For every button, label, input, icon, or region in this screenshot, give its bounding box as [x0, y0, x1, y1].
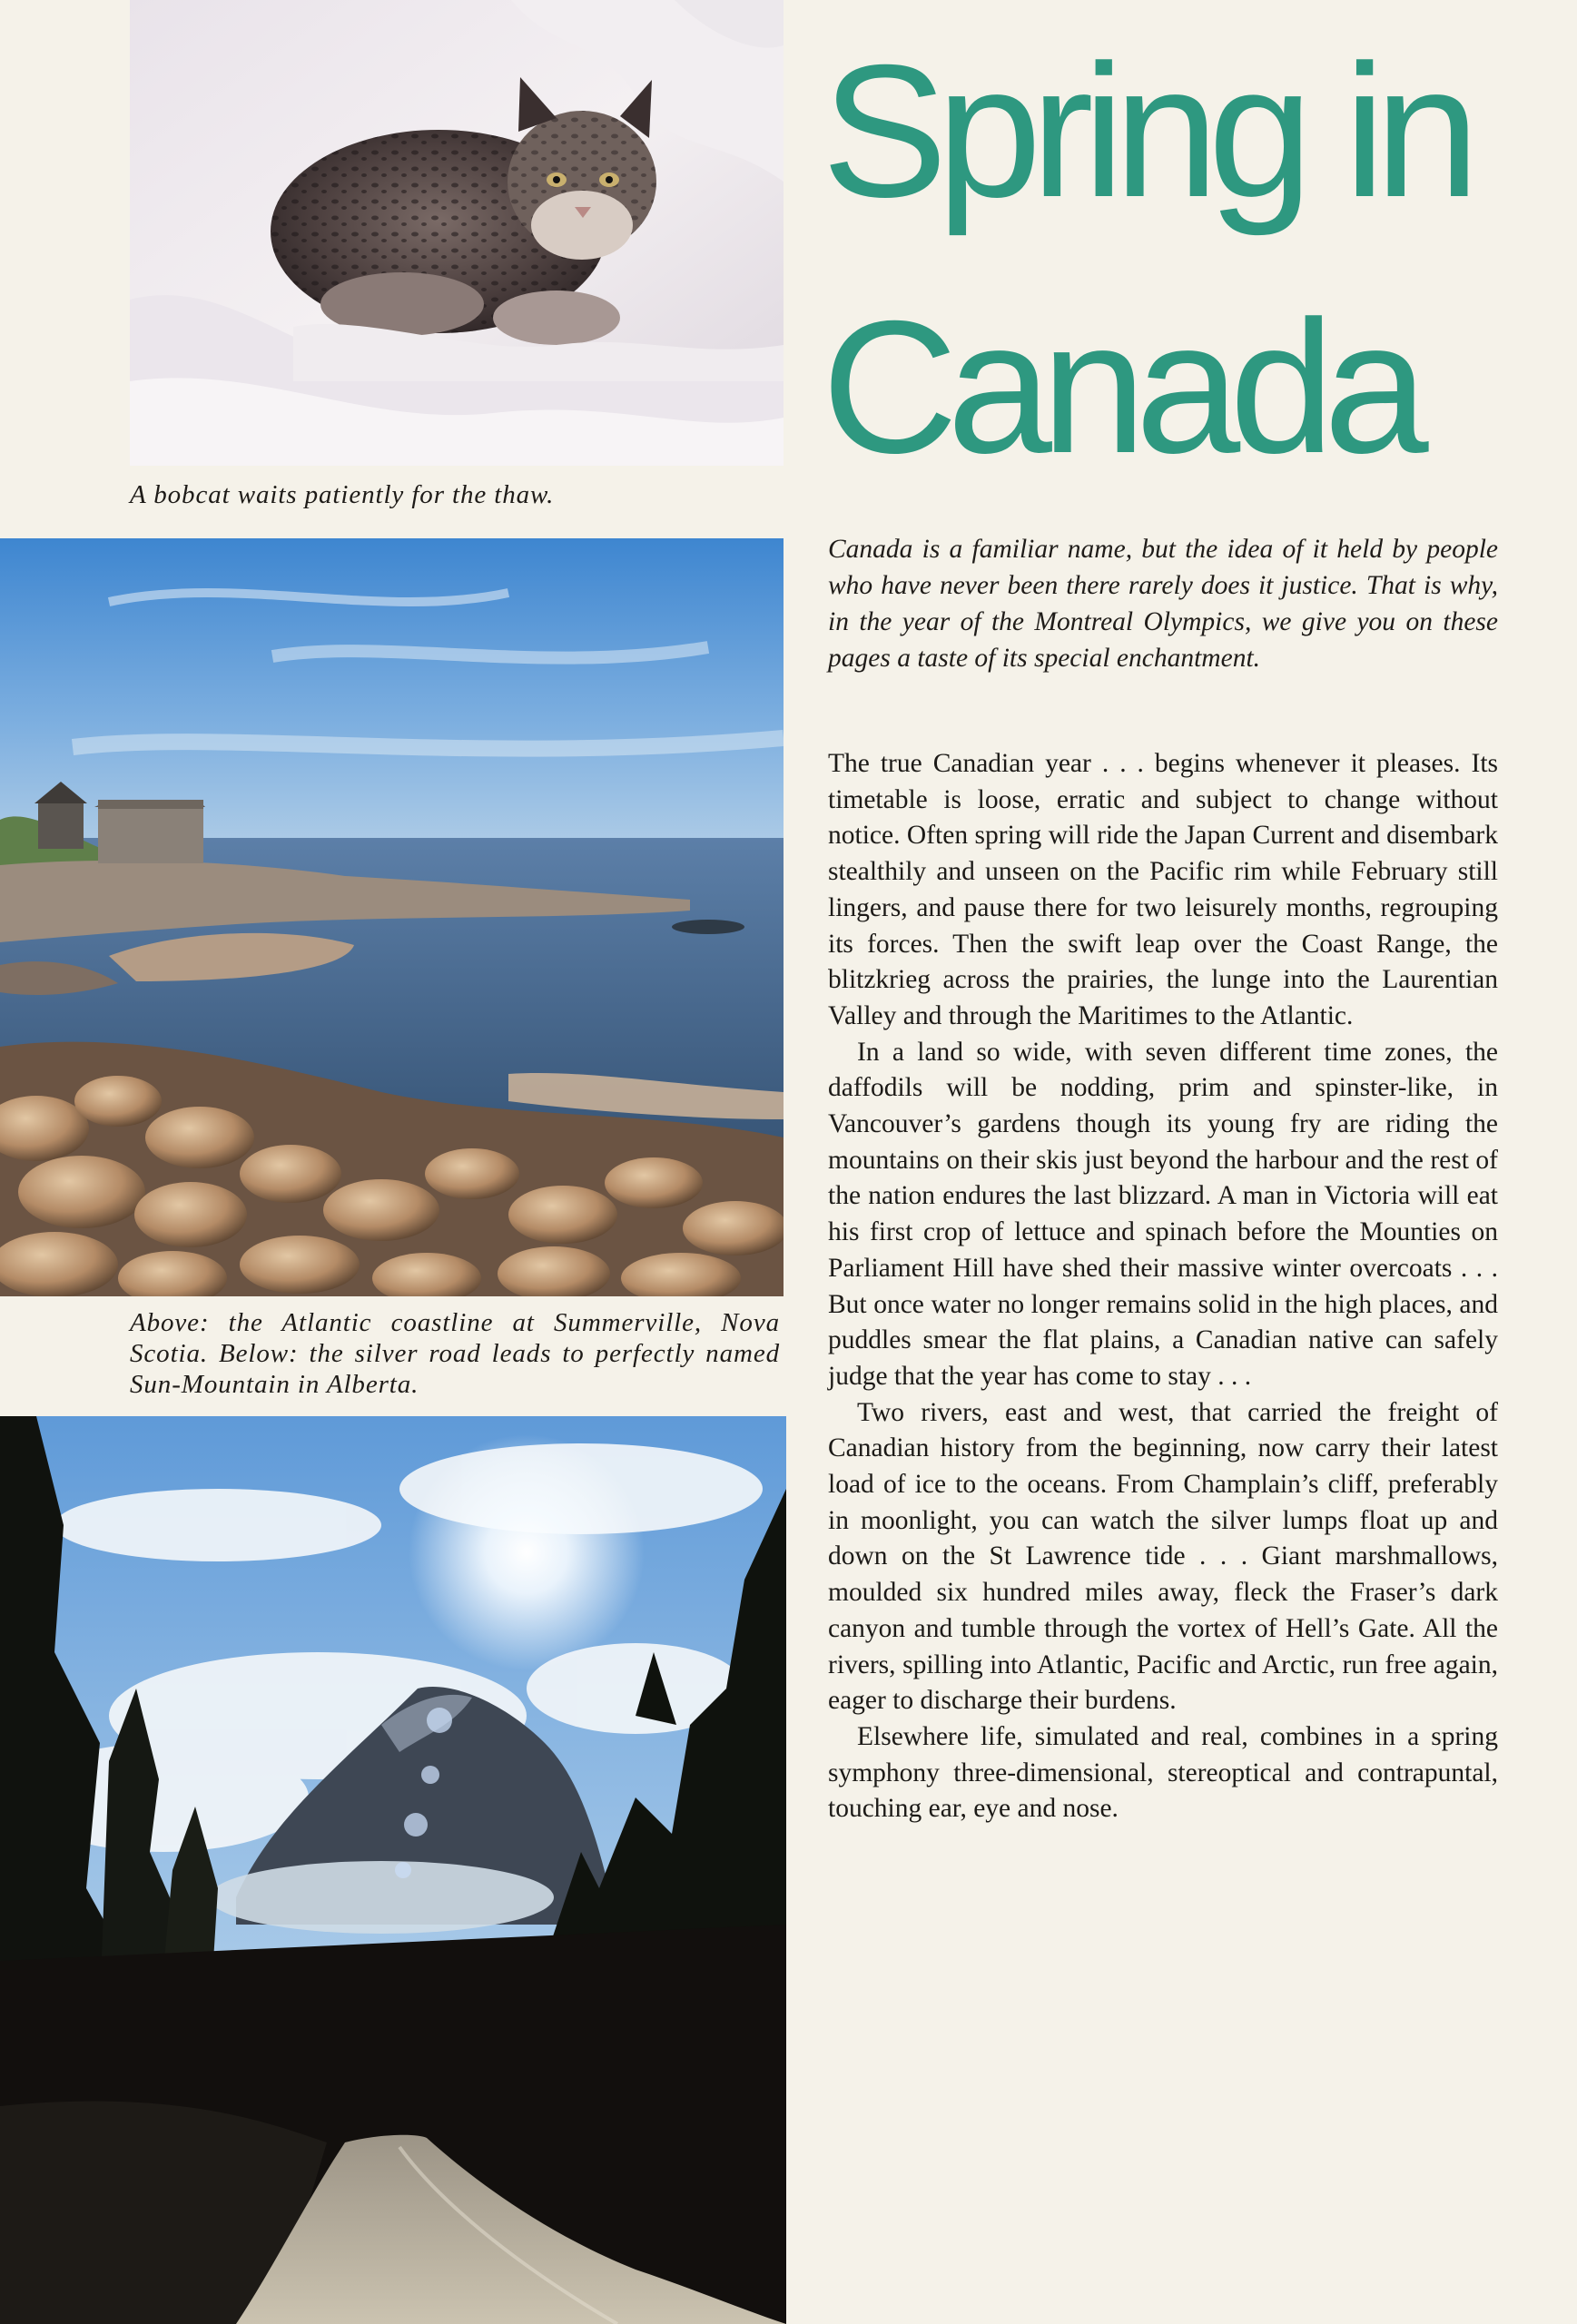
title-line-spring-in: Spring in — [822, 26, 1469, 237]
mountain-road-photo — [0, 1416, 786, 2324]
mountain-road-illustration — [0, 1416, 786, 2324]
shed-large — [94, 800, 205, 863]
bobcat-photo — [130, 0, 784, 466]
body-paragraph-3: Two rivers, east and west, that carried the freight of Canadian history from the beginning, now carry their latest load of ice to the oceans. From Champlain’s cliff, preferably in moonlight, you can watch the silver lumps float up and down on the St Lawrence tide . . . Giant marshmallows, moulded six hundred miles away, fleck the Fraser’s dark canyon and tumble through the vortex of Hell’s Gate. All the rivers, spilling into Atlantic, Pacific and Arctic, run free again, eager to discharge their burdens. — [828, 1397, 1498, 1716]
body-paragraph-4: Elsewhere life, simulated and real, combines in a spring symphony three-dimensional, stereoptical and contrapuntal, touching ear, eye and nose. — [828, 1721, 1498, 1824]
bobcat-caption: A bobcat waits patiently for the thaw. — [130, 480, 555, 509]
article-body — [828, 746, 1498, 1827]
body-paragraph-2: In a land so wide, with seven different time zones, the daffodils will be nodding, prim and spinster-like, in Vancouver’s gardens though its young fry are riding the mountains on their skis just beyond the harbour and the rest of the nation endures the last blizzard. A man in Victoria will eat his first crop of lettuce and spinach before the Mounties on Parliament Hill have shed their massive winter overcoats . . . But once water no longer remains solid in the high places, and puddles smear the flat plains, a Canadian native can safely judge that the year has come to stay . . . — [828, 1037, 1498, 1391]
article-title — [822, 26, 1530, 493]
coastline-photo — [0, 538, 784, 1296]
title-line-canada: Canada — [822, 282, 1418, 493]
coastline-illustration — [0, 538, 784, 1296]
body-paragraph-1: The true Canadian year . . . begins whenever it pleases. Its timetable is loose, erratic and subject to change without notice. Often spring will ride the Japan Current and disembark stealthily and unseen on the Pacific rim while February still lingers, and pause there for two leisurely months, regrouping its forces. Then the swift leap over the Coast Range, the blitzkrieg across the prairies, the lunge into the Laurentian Valley and through the Maritimes to the Atlantic. — [828, 749, 1498, 1030]
coastline-mountain-caption: Above: the Atlantic coastline at Summerville, Nova Scotia. Below: the silver road leads to perfectly named Sun-Mountain in Alberta. — [130, 1308, 780, 1399]
bobcat-illustration — [130, 0, 784, 466]
article-intro: Canada is a familiar name, but the idea of it held by people who have never been there rarely does it justice. That is why, in the year of the Montreal Olympics, we give you on these pages a taste of its special enchantment. — [828, 535, 1498, 673]
